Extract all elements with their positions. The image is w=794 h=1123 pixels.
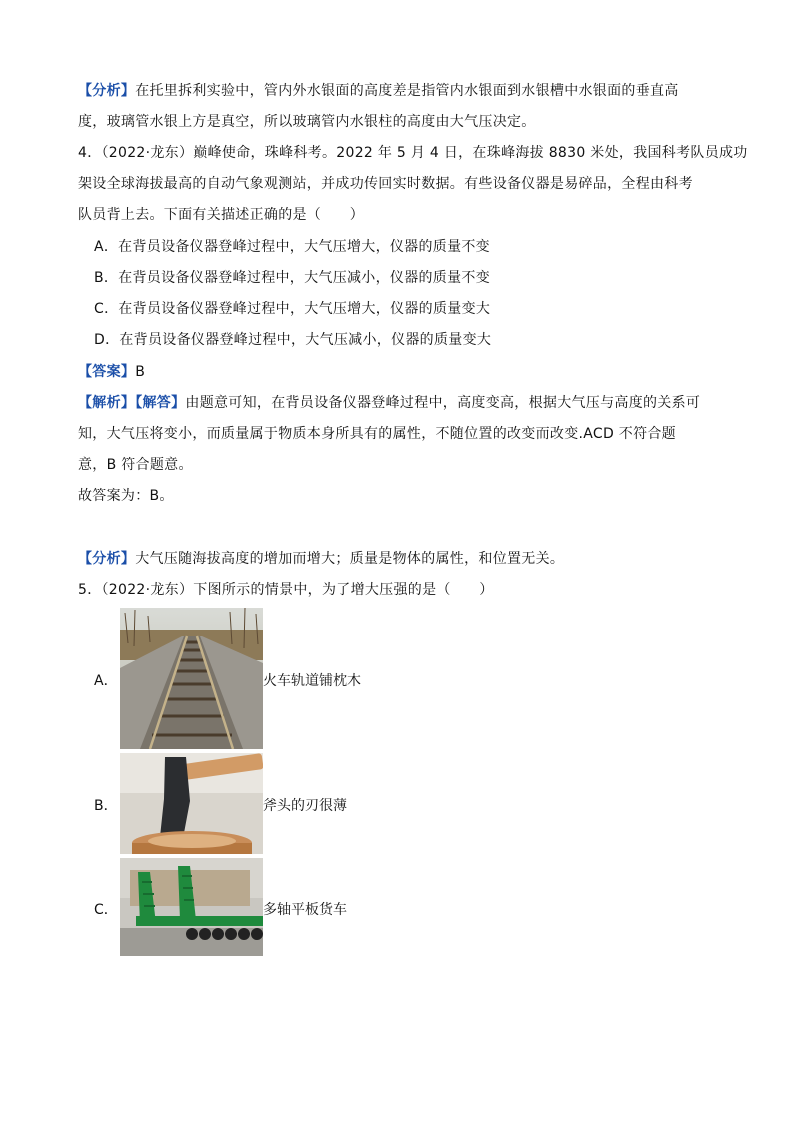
- flatbed-truck-image: [120, 858, 263, 956]
- q5-option-a-text: 火车轨道铺枕木: [263, 673, 361, 689]
- q4-stem-line-3: 队员背上去。下面有关描述正确的是（ ）: [78, 207, 364, 223]
- q4-explain-line-3: 意，B 符合题意。: [78, 457, 193, 473]
- axe-image: [120, 753, 263, 854]
- q5-option-a-label: A．: [94, 673, 118, 689]
- analysis-text: 大气压随海拔高度的增加而增大；质量是物体的属性，和位置无关。: [135, 551, 565, 567]
- q4-stem-line-2: 架设全球海拔最高的自动气象观测站，并成功传回实时数据。有些设备仪器是易碎品，全程由科考: [78, 176, 693, 192]
- q4-explain-line-1: [78, 393, 700, 413]
- q4-answer: [78, 362, 145, 382]
- answer-label: 【答案】: [78, 364, 136, 380]
- q3-analysis-line-2: 度，玻璃管水银上方是真空，所以玻璃管内水银柱的高度由大气压决定。: [78, 114, 536, 130]
- q4-analysis: [78, 549, 564, 569]
- analysis-label: 【分析】: [78, 551, 136, 567]
- q4-option-a: A．在背员设备仪器登峰过程中，大气压增大，仪器的质量不变: [94, 239, 490, 255]
- q5-option-c-label: C．: [94, 902, 118, 918]
- explain-text: 由题意可知，在背员设备仪器登峰过程中，高度变高，根据大气压与高度的关系可: [185, 395, 701, 411]
- answer-value: B: [135, 364, 146, 380]
- q5-option-b-label: B．: [94, 798, 118, 814]
- q4-option-c: C．在背员设备仪器登峰过程中，大气压增大，仪器的质量变大: [94, 301, 491, 317]
- q5-stem: 5．（2022·龙东）下图所示的情景中，为了增大压强的是（ ）: [78, 582, 494, 598]
- q5-option-c-text: 多轴平板货车: [263, 902, 347, 918]
- q4-conclusion: 故答案为：B。: [78, 488, 174, 504]
- q5-option-b-text: 斧头的刃很薄: [263, 798, 347, 814]
- q3-analysis-line-1: [78, 81, 679, 101]
- explain-label: 【解析】【解答】: [78, 395, 186, 411]
- q4-option-d: D．在背员设备仪器登峰过程中，大气压减小，仪器的质量变大: [94, 332, 492, 348]
- q4-option-b: B．在背员设备仪器登峰过程中，大气压减小，仪器的质量不变: [94, 270, 491, 286]
- q4-explain-line-2: 知，大气压将变小，而质量属于物质本身所具有的属性，不随位置的改变而改变.ACD 不符合题: [78, 426, 676, 442]
- analysis-text: 在托里拆利实验中，管内外水银面的高度差是指管内水银面到水银槽中水银面的垂直高: [135, 83, 679, 99]
- railway-track-image: [120, 608, 263, 749]
- q4-stem-line-1: 4．（2022·龙东）巅峰使命，珠峰科考。2022 年 5 月 4 日，在珠峰海拔 8830 米处，我国科考队员成功: [78, 145, 748, 161]
- analysis-label: 【分析】: [78, 83, 136, 99]
